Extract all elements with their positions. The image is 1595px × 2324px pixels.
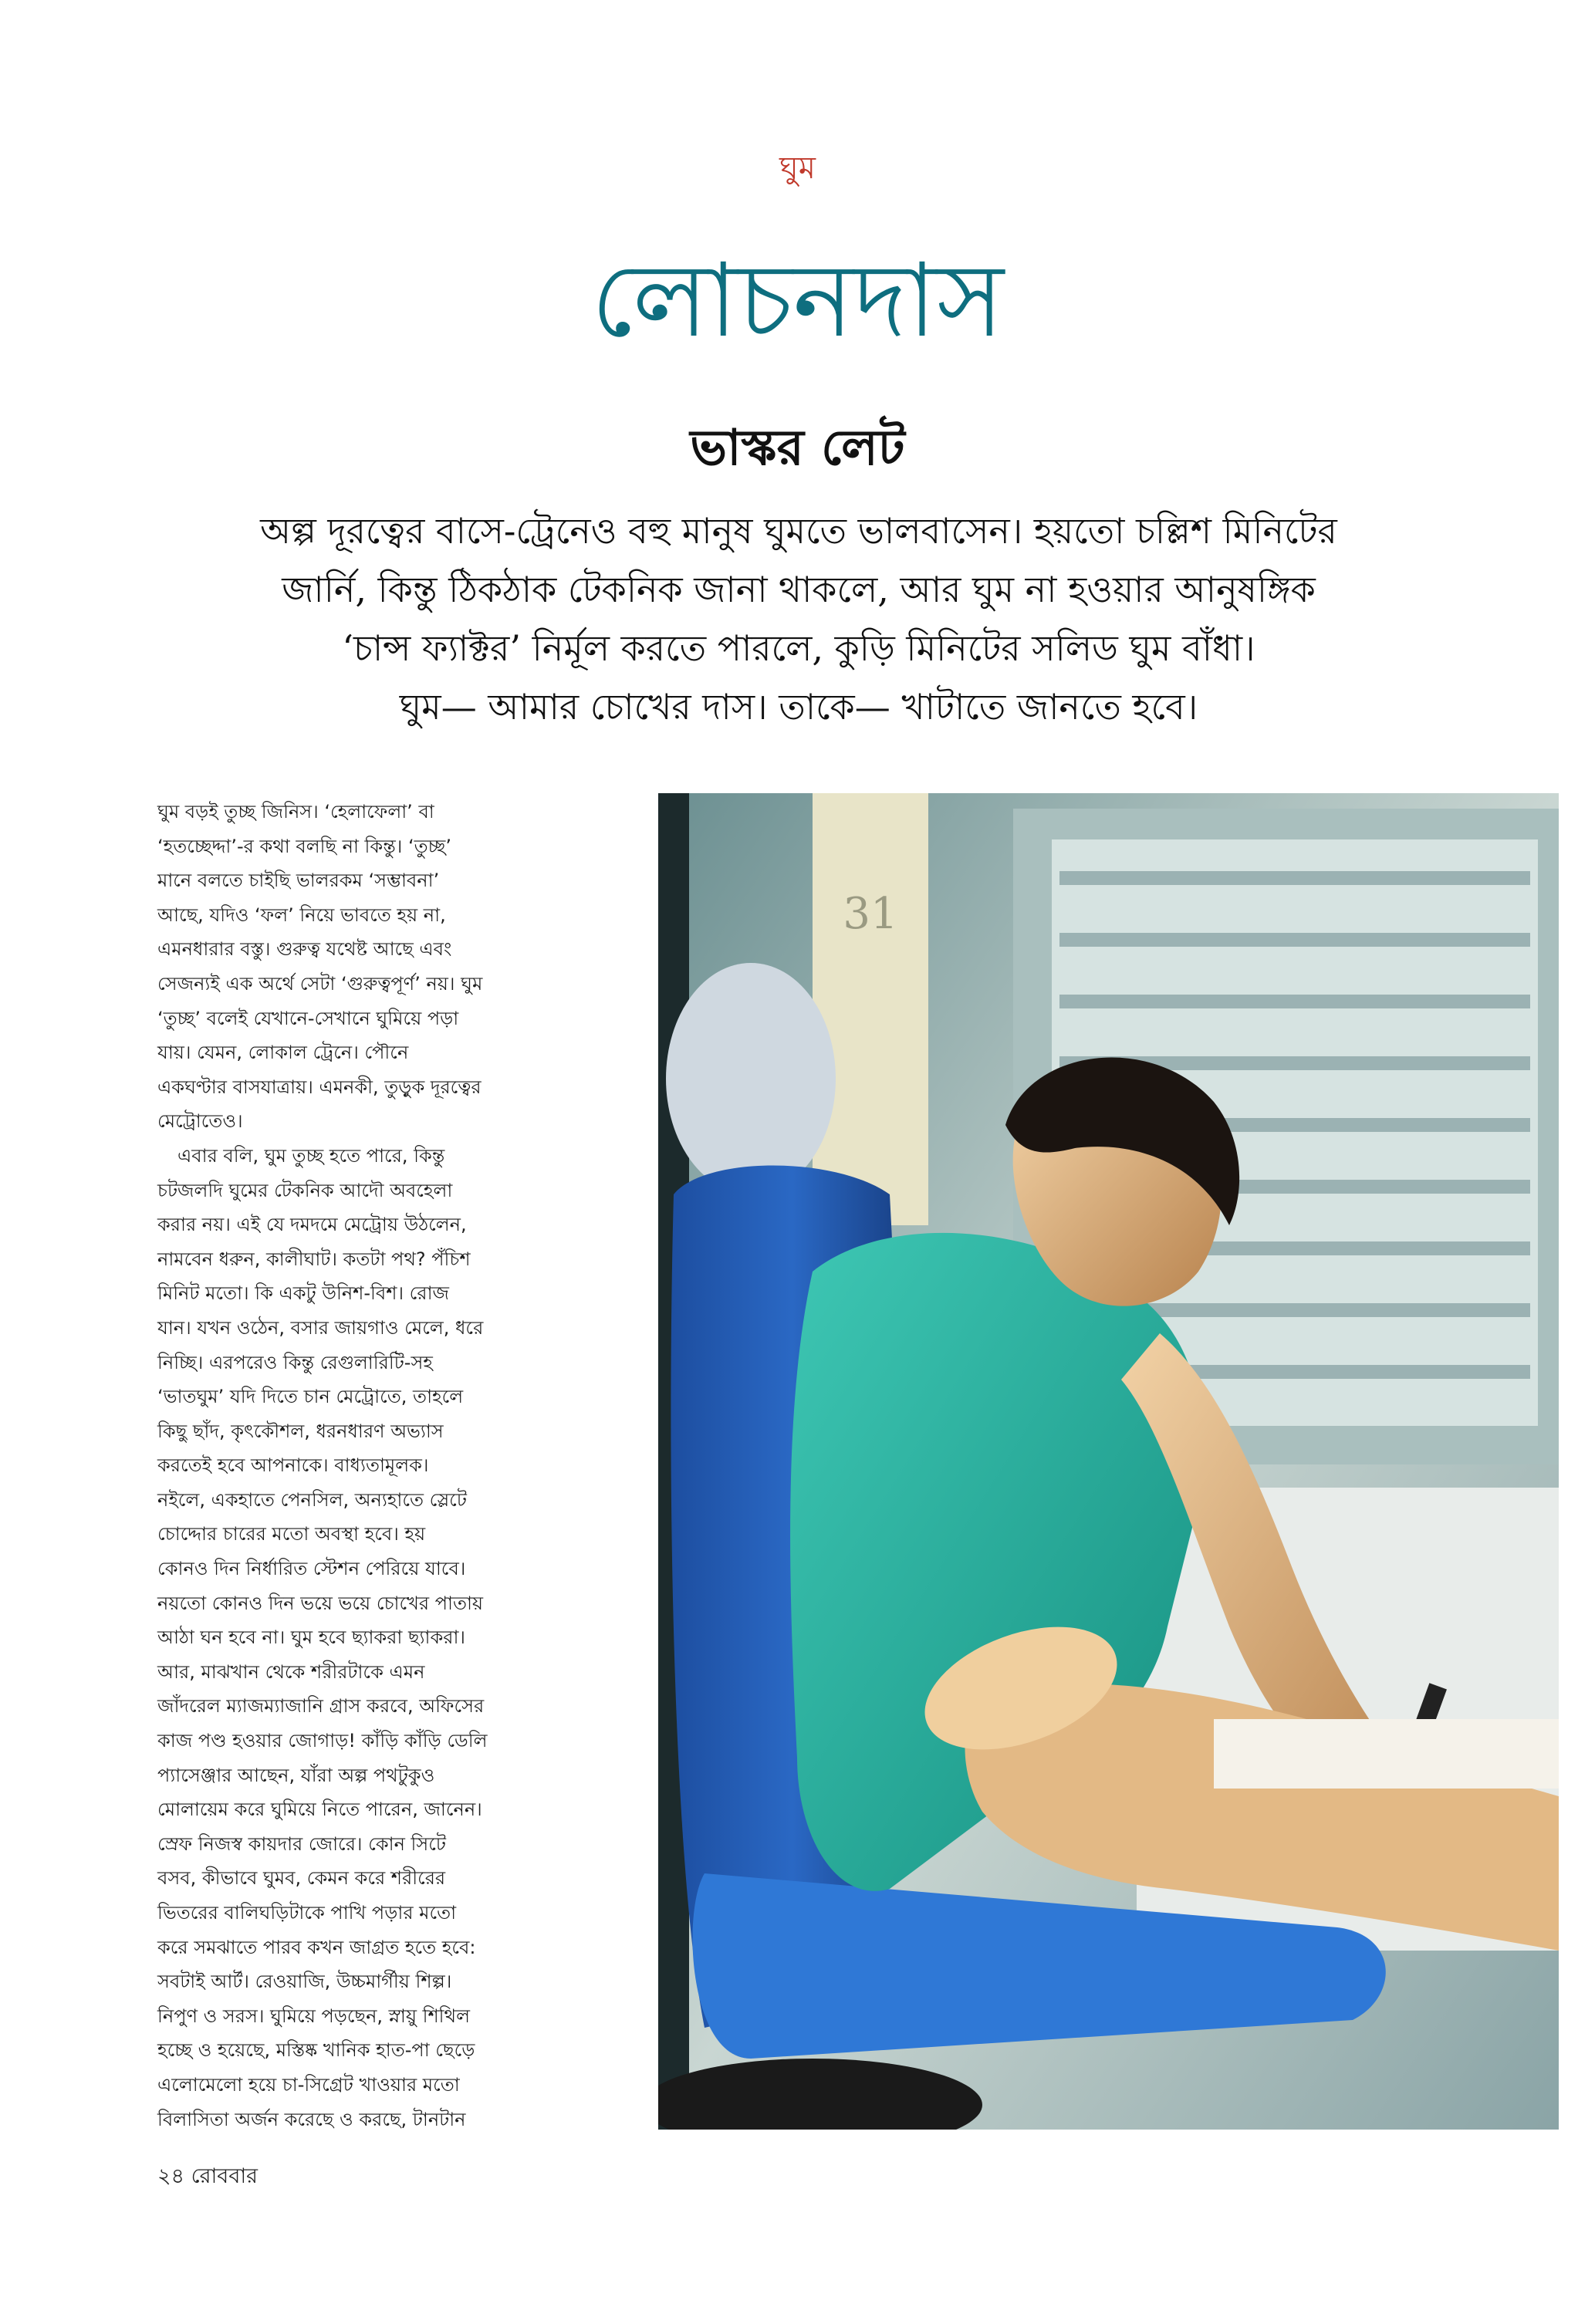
body-line: করতেই হবে আপনাকে। বাধ্যতামূলক। xyxy=(157,1454,429,1477)
body-line: সেজন্যই এক অর্থে সেটা ‘গুরুত্বপূর্ণ’ নয়। ঘুম xyxy=(157,972,483,995)
body-line: ‘হতচ্ছেদ্দা’-র কথা বলছি না কিন্তু। ‘তুচ্ছ’ xyxy=(157,835,451,857)
body-line: এবার বলি, ঘুম তুচ্ছ হতে পারে, কিন্তু xyxy=(177,1144,445,1167)
body-line: করে সমঝাতে পারব কখন জাগ্রত হতে হবে: xyxy=(157,1936,476,1958)
body-column xyxy=(157,795,597,2137)
body-line: চোদ্দোর চারের মতো অবস্থা হবে। হয় xyxy=(157,1523,426,1545)
body-line: কোনও দিন নির্ধারিত স্টেশন পেরিয়ে যাবে। xyxy=(157,1558,466,1580)
body-line: নিচ্ছি। এরপরেও কিন্তু রেগুলারিটি-সহ xyxy=(157,1351,433,1373)
body-line: মোলায়েম করে ঘুমিয়ে নিতে পারেন, জানেন। xyxy=(157,1799,482,1821)
body-line: প্যাসেঞ্জার আছেন, যাঁরা অল্প পথটুকুও xyxy=(157,1764,435,1786)
body-line: বসব, কীভাবে ঘুমব, কেমন করে শরীরের xyxy=(157,1867,446,1890)
body-line: হচ্ছে ও হয়েছে, মস্তিষ্ক খানিক হাত-পা ছেড়ে xyxy=(157,2039,475,2062)
body-line: চটজলদি ঘুমের টেকনিক আদৌ অবহেলা xyxy=(157,1179,453,1201)
body-line: আঠা ঘন হবে না। ঘুম হবে ছ্যাকরা ছ্যাকরা। xyxy=(157,1626,465,1649)
section-tag: ঘুম xyxy=(779,150,816,186)
body-line: মিনিট মতো। কি একটু উনিশ-বিশ। রোজ xyxy=(157,1282,450,1305)
body-line: জাঁদরেল ম্যাজম্যাজানি গ্রাস করবে, অফিসের xyxy=(157,1695,485,1718)
body-line: করার নয়। এই যে দমদমে মেট্রোয় উঠলেন, xyxy=(157,1214,467,1236)
body-line: স্রেফ নিজস্ব কায়দার জোরে। কোন সিটে xyxy=(157,1833,446,1855)
body-line: যায়। যেমন, লোকাল ট্রেনে। পৌনে xyxy=(157,1042,409,1064)
body-line: সবটাই আর্ট। রেওয়াজি, উচ্চমার্গীয় শিল্প। xyxy=(157,1971,452,1993)
body-line: মেট্রোতেও। xyxy=(157,1110,243,1133)
shorts xyxy=(1214,1719,1559,1789)
body-line: আর, মাঝখান থেকে শরীরটাকে এমন xyxy=(157,1660,425,1683)
intro-deck xyxy=(154,502,1443,736)
sleeping-passenger-photo xyxy=(658,793,1559,2130)
intro-line: ঘুম— আমার চোখের দাস। তাকে— খাটাতে জানতে হবে। xyxy=(399,686,1198,728)
intro-line: ‘চান্স ফ্যাক্টর’ নির্মূল করতে পারলে, কুড়ি মিনিটের সলিড ঘুম বাঁধা। xyxy=(342,627,1255,669)
body-line: এমনধারার বস্তু। গুরুত্ব যথেষ্ট আছে এবং xyxy=(157,938,452,961)
body-line: বিলাসিতা অর্জন করেছে ও করছে, টানটান xyxy=(157,2108,466,2130)
pillar xyxy=(813,793,928,1225)
body-line: ঘুম বড়ই তুচ্ছ জিনিস। ‘হেলাফেলা’ বা xyxy=(157,801,434,823)
body-line: মানে বলতে চাইছি ভালরকম ‘সম্ভাবনা’ xyxy=(157,870,440,892)
body-line: কিছু ছাঁদ, কৃৎকৌশল, ধরনধারণ অভ্যাস xyxy=(157,1420,444,1442)
body-line: ‘ভাতঘুম’ যদি দিতে চান মেট্রোতে, তাহলে xyxy=(157,1386,464,1408)
article-title: লোচনদাস xyxy=(590,242,1005,360)
body-line: নিপুণ ও সরস। ঘুমিয়ে পড়ছেন, স্নায়ু শিথিল xyxy=(157,2005,470,2027)
bag xyxy=(666,963,836,1194)
intro-line: অল্প দূরত্বের বাসে-ট্রেনেও বহু মানুষ ঘুমতে ভালবাসেন। হয়তো চল্লিশ মিনিটের xyxy=(260,510,1337,552)
body-line: যান। যখন ওঠেন, বসার জায়গাও মেলে, ধরে xyxy=(157,1316,484,1339)
body-line: এলোমেলো হয়ে চা-সিগ্রেট খাওয়ার মতো xyxy=(157,2073,460,2096)
intro-line: জার্নি, কিন্তু ঠিকঠাক টেকনিক জানা থাকলে, আর ঘুম না হওয়ার আনুষঙ্গিক xyxy=(282,569,1316,610)
page-footer: ২৪ রোববার xyxy=(157,2164,259,2188)
body-line: ‘তুচ্ছ’ বলেই যেখানে-সেখানে ঘুমিয়ে পড়া xyxy=(157,1007,459,1029)
body-line: নামবেন ধরুন, কালীঘাট। কতটা পথ? পঁচিশ xyxy=(157,1248,471,1270)
body-line: নইলে, একহাতে পেনসিল, অন্যহাতে স্লেটে xyxy=(157,1488,467,1511)
seat-number: 31 xyxy=(843,889,898,939)
author-byline: ভাস্কর লেট xyxy=(690,419,905,477)
body-line: কাজ পণ্ড হওয়ার জোগাড়! কাঁড়ি কাঁড়ি ডেলি xyxy=(157,1730,488,1752)
body-line: নয়তো কোনও দিন ভয়ে ভয়ে চোখের পাতায় xyxy=(157,1592,484,1614)
body-line: একঘণ্টার বাসযাত্রায়। এমনকী, তুড়ুক দূরত্বের xyxy=(157,1076,482,1098)
body-line: আছে, যদিও ‘ফল’ নিয়ে ভাবতে হয় না, xyxy=(157,904,446,926)
body-line: ভিতরের বালিঘড়িটাকে পাখি পড়ার মতো xyxy=(157,1902,457,1924)
